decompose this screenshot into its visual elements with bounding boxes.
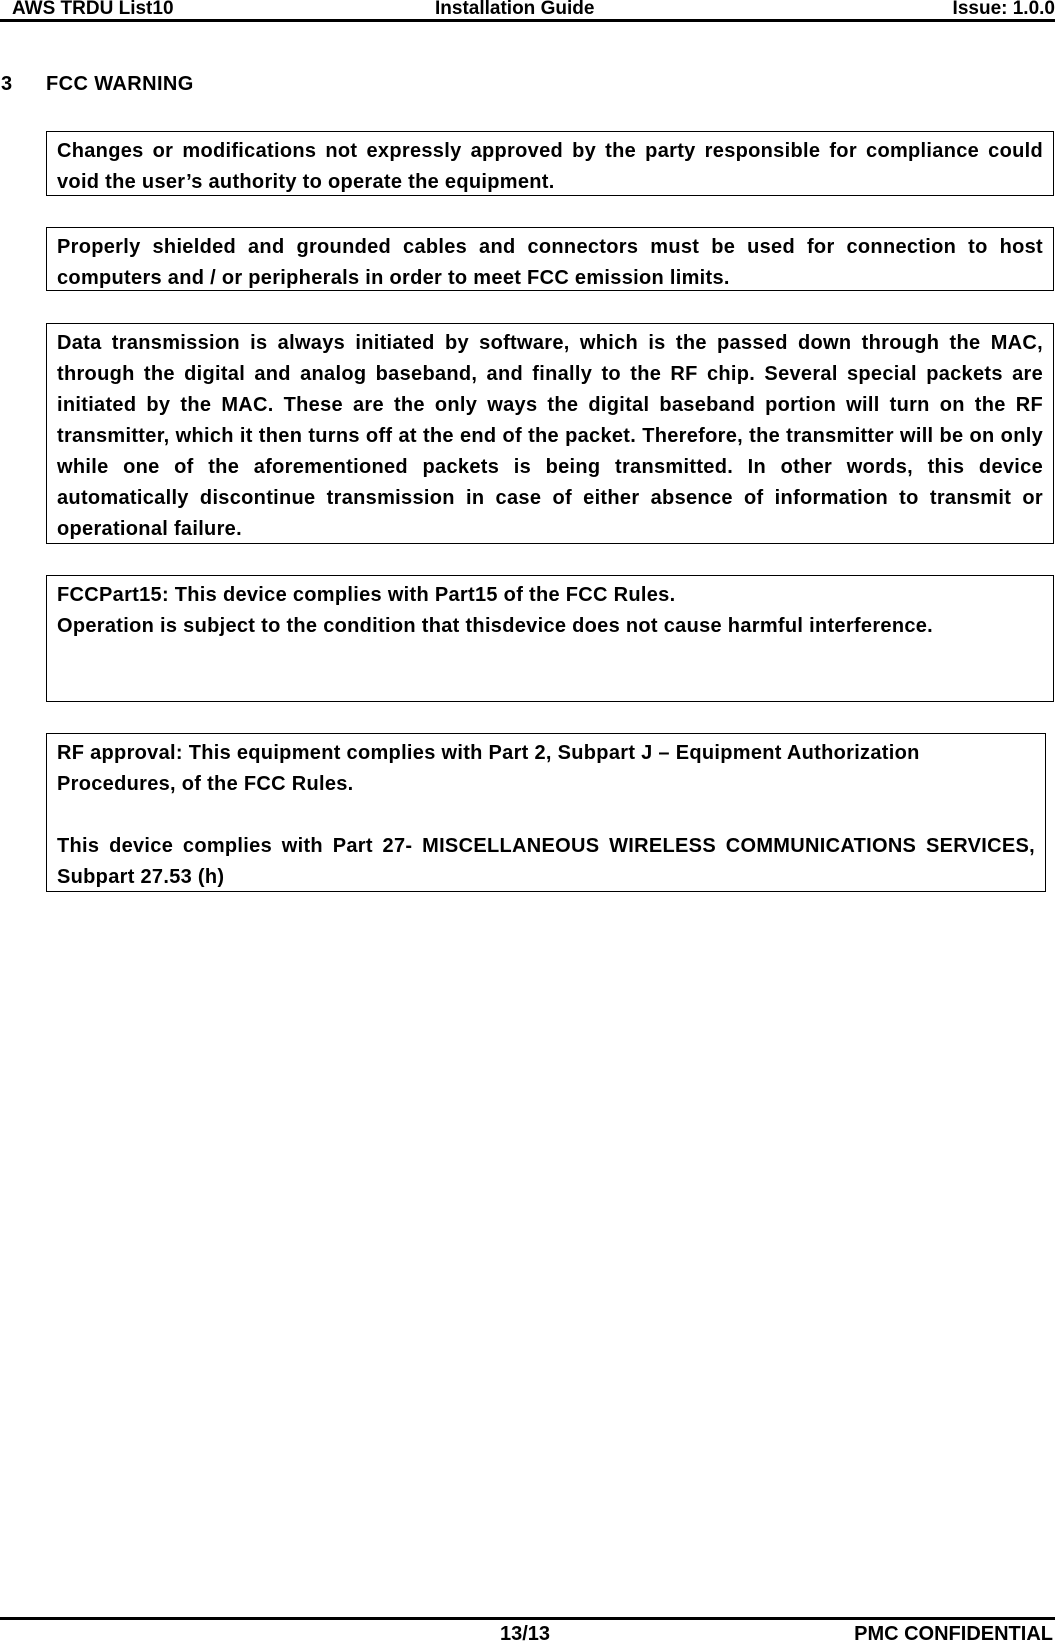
notice-cables [46, 227, 1054, 291]
footer-confidential: PMC CONFIDENTIAL [854, 1623, 1053, 1645]
notice-cables-text: Properly shielded and grounded cables and connectors must be used for connection to host computers and / or peripherals in order to meet FCC emission limits. [57, 236, 1043, 289]
page-header [0, 0, 1055, 20]
notice-transmission [46, 323, 1054, 544]
footer-page-number: 13/13 [500, 1623, 551, 1645]
section-title: FCC WARNING [46, 73, 194, 95]
header-divider [0, 19, 1055, 22]
header-product: AWS TRDU List10 [12, 0, 174, 19]
notice-part15-line2: Operation is subject to the condition that thisdevice does not cause harmful interference. [57, 615, 934, 637]
notice-rf-approval [46, 733, 1046, 892]
section-number: 3 [1, 73, 13, 95]
notice-part15 [46, 575, 1054, 702]
notice-modifications-text: Changes or modifications not expressly approved by the party responsible for compliance could void the user’s authority to operate the equipment. [57, 140, 1043, 193]
notice-rf-approval-text: RF approval: This equipment complies with Part 2, Subpart J – Equipment Authorization Procedures, of the FCC Rules. [57, 742, 920, 795]
header-doc-title: Installation Guide [435, 0, 595, 19]
page-footer [0, 1623, 1055, 1645]
paragraph-spacer [57, 800, 1035, 831]
header-issue: Issue: 1.0.0 [952, 0, 1055, 19]
notice-transmission-text: Data transmission is always initiated by software, which is the passed down through the MAC, through the digital and analog baseband, and finally to the RF chip. Several special packets are initiated by the MAC. These are the only ways the digital baseband portion will turn on the RF transmitter, which it then turns off at the end of the packet. Therefore, the transmitter will be on only while one of the aforementioned packets is being transmitted. In other words, this device automatically discontinue transmission in case of either absence of information to transmit or operational failure. [57, 332, 1043, 540]
notice-modifications [46, 131, 1054, 196]
footer-divider [0, 1617, 1055, 1620]
notice-part15-line1: FCCPart15: This device complies with Part15 of the FCC Rules. [57, 584, 676, 606]
notice-part27-text: This device complies with Part 27- MISCELLANEOUS WIRELESS COMMUNICATIONS SERVICES, Subpart 27.53 (h) [57, 835, 1035, 888]
